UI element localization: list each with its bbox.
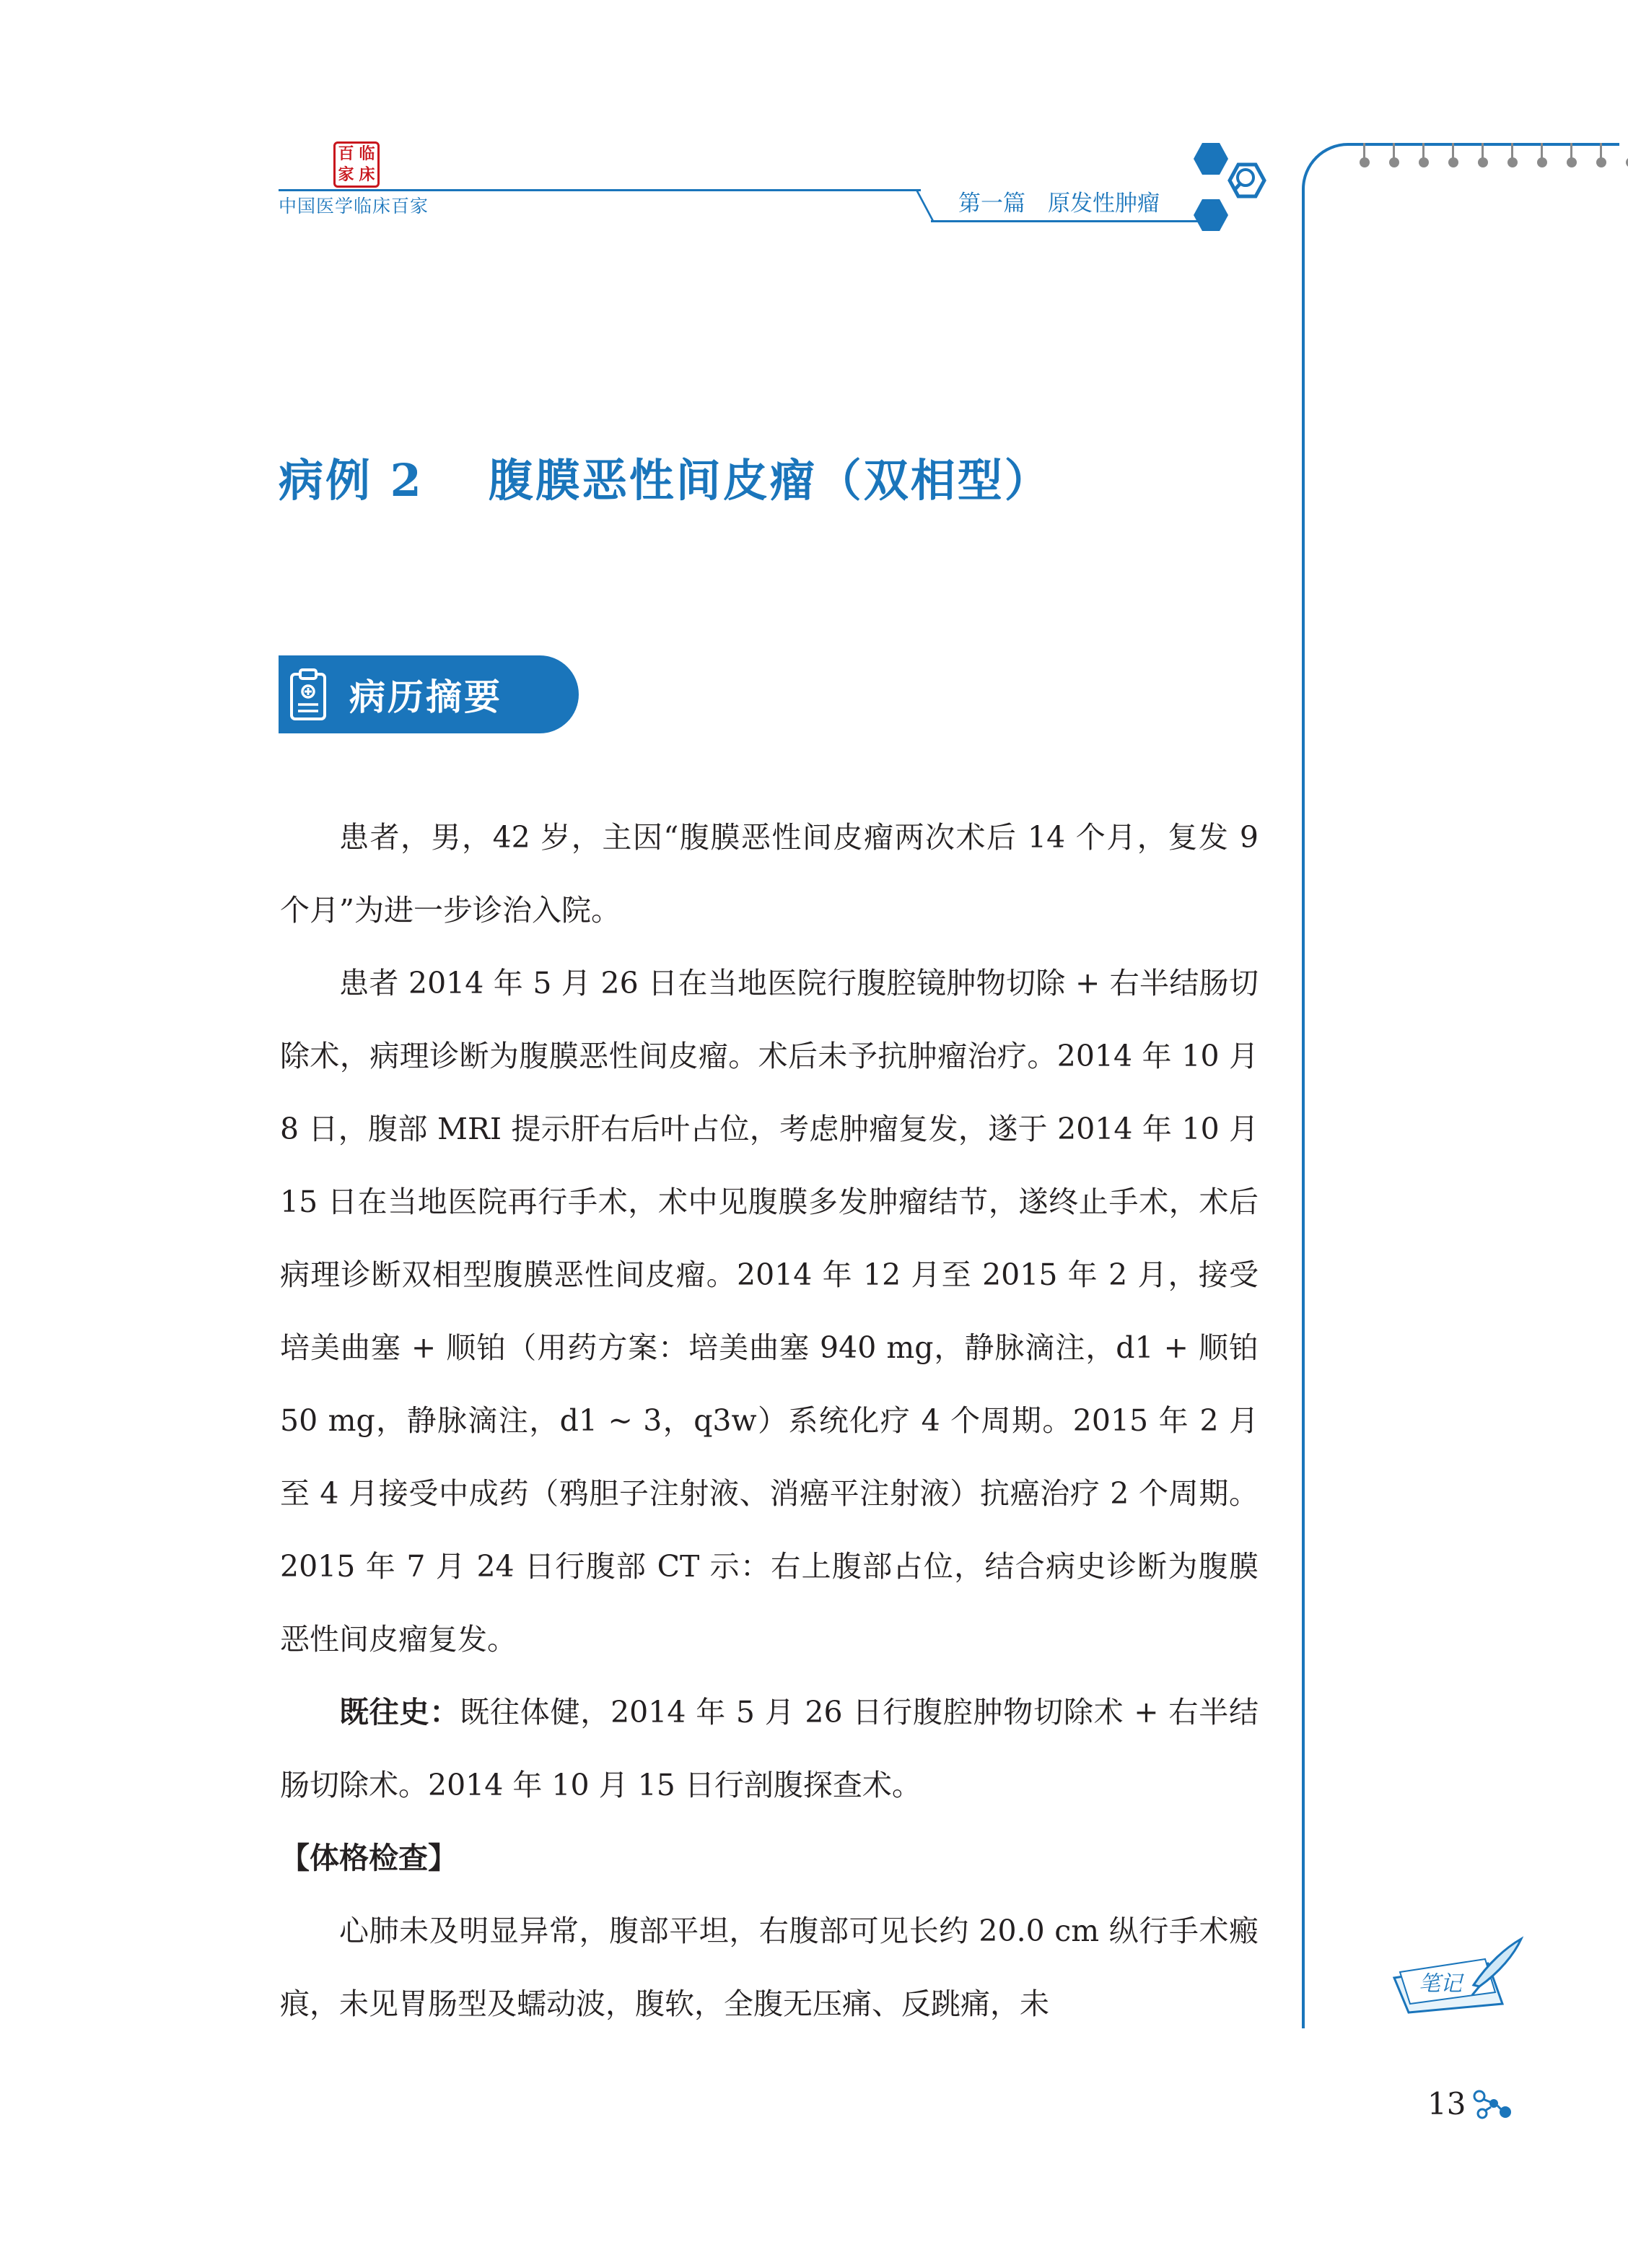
logo-char: 家 [338, 166, 354, 184]
case-summary-body [280, 801, 1259, 2041]
binding-ring-stem [1393, 143, 1395, 159]
past-history-text: 既往体健，2014 年 5 月 26 日行腹腔肿物切除术 + 右半结肠切除术。2014 年 10 月 15 日行剖腹探查术。 [280, 1695, 1259, 1802]
series-name: 中国医学临床百家 [279, 196, 429, 217]
section-label: 第一篇 原发性肿瘤 [958, 191, 1160, 217]
header-rule-slant [915, 189, 935, 222]
case-number: 病例 2 [279, 454, 424, 507]
binding-ring [1507, 157, 1518, 167]
binding-ring [1567, 157, 1577, 167]
binding-ring [1596, 157, 1606, 167]
publisher-logo [333, 141, 380, 188]
binding-ring [1478, 157, 1488, 167]
binding-ring [1537, 157, 1547, 167]
section-tab-label: 病历摘要 [349, 676, 502, 718]
binding-ring-stem [1452, 143, 1454, 159]
binding-ring-stem [1511, 143, 1513, 159]
binding-ring [1419, 157, 1429, 167]
case-title [279, 445, 1051, 509]
paragraph-past-history [280, 1676, 1259, 1822]
clipboard-icon [289, 667, 328, 722]
binding-ring-stem [1363, 143, 1365, 159]
molecule-icon [1472, 2088, 1513, 2121]
paragraph-present-illness: 患者 2014 年 5 月 26 日在当地医院行腹腔镜肿物切除 + 右半结肠切除术，病理诊断为腹膜恶性间皮瘤。术后未予抗肿瘤治疗。2014 年 10 月 8 日，腹部 MRI 提示肝右后叶占位，考虑肿瘤复发，遂于 2014 年 10 月 15 日在当地医院再行手术，术中见腹膜多发肿瘤结节，遂终止手术，术后病理诊断双相型腹膜恶性间皮瘤。2014 年 12 月至 2015 年 2 月，接受培美曲塞 + 顺铂（用药方案：培美曲塞 940 mg，静脉滴注，d1 + 顺铂 50 mg，静脉滴注，d1 ~ 3，q3w）系统化疗 4 个周期。2015 年 2 月至 4 月接受中成药（鸦胆子注射液、消癌平注射液）抗癌治疗 2 个周期。2015 年 7 月 24 日行腹部 CT 示：右上腹部占位，结合病史诊断为腹膜恶性间皮瘤复发。 [280, 966, 1259, 1657]
case-name: 腹膜恶性间皮瘤（双相型） [488, 454, 1051, 507]
notepad-quill-icon [1387, 1935, 1524, 2014]
notes-label: 笔记 [1419, 1971, 1462, 1997]
paragraph-chief-complaint: 患者，男，42 岁，主因“腹膜恶性间皮瘤两次术后 14 个月，复发 9 个月”为进一步诊治入院。 [280, 820, 1259, 928]
binding-ring-stem [1600, 143, 1602, 159]
binding-ring-stem [1541, 143, 1543, 159]
binding-ring-stem [1482, 143, 1484, 159]
page-number: 13 [1427, 2086, 1466, 2121]
paragraph-physical-exam: 心肺未及明显异常，腹部平坦，右腹部可见长约 20.0 cm 纵行手术瘢痕，未见胃肠型及蠕动波，腹软，全腹无压痛、反跳痛，未 [280, 1914, 1259, 2021]
binding-ring [1360, 157, 1370, 167]
binding-ring [1389, 157, 1399, 167]
logo-char: 临 [359, 145, 375, 163]
logo-char: 床 [359, 166, 375, 184]
binding-ring-stem [1422, 143, 1424, 159]
binding-ring [1448, 157, 1458, 167]
hexagon-magnifier-icon [1175, 137, 1269, 240]
physical-exam-heading: 【体格检查】 [280, 1841, 458, 1875]
logo-char: 百 [338, 145, 354, 163]
header-rule [279, 189, 921, 191]
past-history-label: 既往史： [339, 1695, 460, 1730]
margin-note-rule [1302, 189, 1305, 2028]
binding-ring-stem [1570, 143, 1572, 159]
